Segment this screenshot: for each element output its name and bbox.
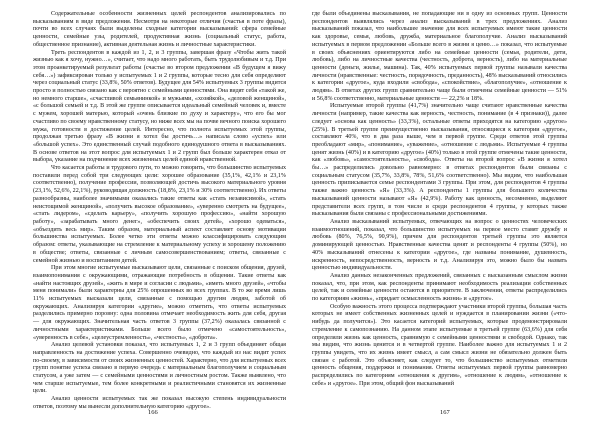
left-paragraph: Что касается работы и трудового пути, то можно говорить, что большинство испытуемых поставили перед собой три следующих цели: хорошее образование (35,1%, 42,1% и 23,1% соответственно), получение профессии, позволяющей достичь высокого материального уровня (23,1%, 52,6%, 22,1%), руководящая должность (18,8%, 23,1% и 30% соответственно). Их ответы разнообразны, наиболее значимыми оказались такие ответы как «стать независимой», «стать неистощимой женщиной», «получить высокое образование», «уверенно смотреть на будущее», «стать лидером», «сделать карьеру», «получить хорошую профессию», «найти хорошую работу», «зарабатывать много денег», «обеспечить своих детей», «хорошо одеваться», «объездить весь мир». Таким образом, материальный аспект составляет основу мотивации большинства испытуемых. Более четко эти ответы можно классифицировать следующим образом: ответы, указывающие на стремление к материальному успеху и хорошему положению в обществе; ответы, связанные с личным самосовершенствованием; ответы, связанные с семейной жизнью и воспитанием детей. (33, 165, 286, 264)
right-paragraph: Особую важность этого процесса подтверждают участники второй группы, большая часть которых не имеет собственных жизненных целей и нуждается в планировании жизни («что-нибудь да получится»). Это касается категорий испытуемых, которые продемонстрировали стремление к самопознанию. На данном этапе испытуемые в третьей группе (63,6%) для себя определяли жизнь как ценность, сравнимую с семейными ценностями и свободой. Однако, так мы видим, что жизнь ценится и в четвертой группе. Наиболее важно для испытуемых 1 и 2 группы увидеть, что их жизнь имеет смысл, а сам смысл жизни не обязательно должен быть связан с работой. Это объясняет, как следует то, что большинство испытуемых отметили ценность общения, поддержки и понимания. Ответы испытуемых первой группы равномерно распределились по категориям «отношения к другим», «отношение к людям», «отношение к себе» и «другое». При этом, общий фон высказываний (312, 303, 567, 387)
right-page (300, 0, 600, 424)
right-paragraph: Испытуемые второй группы (41,7%) значительно чаще считают нравственные качества личности (например, такие качества как верность, честность, понимание (в 4 признаки)), далее следует «основа как ценность» (33,3%), остальные ответы приходятся на категорию «другое» (25%). В третьей группе преимущественно высказывания, относящиеся к категории «другое», составляют 40%, что в два раза выше, чем в первой группе. Среди ответов этой группы преобладают «мир», «понимание», «уважение», «отношение с людьми». Испытуемые 4 группы ценят жизнь (40%) и в категорию «другое» (40%) только в этой группе отмечены такие ценности, как «любовь», «самостоятельность», «свобода». Ответы на второй вопрос «В жизни я хотел бы…» распределились довольно равномерно: в ответах респондентов были связаны с социальным статусом (35,7%, 33,8%, 78%, 51,6% соответственно). Мы видим, что наибольшая ценность приписывается семье респондентами 3 группы. При этом, для респондентов 4 группы также важно ценность «Я» (33,3%). А респонденты 1 группы для большего количества высказываний ценности называют «Я» (42,9%). Работу как ценность, несомненно, выделяют представители всех групп, в том числе и среди респондентов 4 группы, у которых также высказывания были связаны с профессиональными достижениями. (312, 103, 567, 218)
page-number-left: 166 (148, 409, 158, 416)
right-paragraph: Анализ данных незаконченных предложений, связанных с высказанным смыслом жизни показал, что, при этом, как респонденты принимают необходимость реализации собственных целей, так и семейные ценности остаются в приоритете. В заключении, ответы распределились по категориям «жизнь», «придает осмысленность жизни» и «другое». (312, 272, 567, 303)
right-paragraph: Анализ высказываний испытуемых, отвечающих на вопрос о ценностях человеческих взаимоотношений, показал, что большинство испытуемых на первое место ставят дружбу и любовь (80%, 76,5%, 90,9%), причем для респондентов третьей группы это является доминирующей ценностью. Нравственные качества ценят и респонденты 4 группы (50%), но 40% высказываний отнесены к категории «другое», где названы понимание, душевность, искренность, непосредственность, верность и т.д. Анализируя это, можно было бы назвать ценностью индивидуальности. (312, 218, 567, 272)
page-number-right: 167 (440, 409, 450, 416)
right-paragraph: где были объединены высказывания, не попадающие ни в одну из основных групп. Ценности респондентов выявлялись через анализ высказываний в трех предложениях. Анализ высказываний показал, что наибольшее значение для всех испытуемых имеют такие ценности как здоровье, семья, любовь, дружба, материальное благополучие. Анализ высказываний испытуемых в первом предложении «Больше всего в жизни я ценю…» показал, что испытуемые в своих объяснениях ориентируются либо на семейные ценности (семья, родители, дети, любовь), либо на личностные качества (честность, доброта, верность), либо на материальные ценности (деньги, жилье, машина). Так, 40% испытуемых первой группы называли качества личности (нравственные: честность, порядочность, преданность), 48% высказываний относились к категории «другое», куда входили «свобода», «спокойствие», «благополучие», «отношение к людям». В ответах других групп сравнительно чаще были отмечены семейные ценности — 51% и 56,8% соответственно, материальные ценности — 22,2% и 18%. (312, 11, 567, 102)
left-page-text (33, 11, 286, 410)
left-paragraph: Анализ ценности испытуемых так же показал высокую степень индивидуальности ответов, поэтому мы вынесли дополнительную категорию «другое». (33, 396, 286, 410)
right-page-text (312, 11, 567, 403)
left-paragraph: Анализ целевой установки показал, что испытуемых 1, 2 и 3 групп объединяет общая направленность на достижение успеха. Совершенно очевидно, что каждый из нас видит успех по-своему, в зависимости от своих жизненных ценностей. Характерно, что для испытуемых всех групп понятие успеха связано в первую очередь с материальным благополучием и социальным статусом, а уже затем — с семейными ценностями и личностным ростом. Также выявлено, что чем старше испытуемые, тем более конкретными и реалистичными становятся их жизненные цели. (33, 342, 286, 395)
left-paragraph: При этом многие испытуемые высказывают цели, связанные с поиском общения, друзей, взаимопонимания с окружающими, отражающие потребность в общении. Такие ответы как «найти настоящих друзей», «жить в мире и согласии с людьми», «иметь много друзей», «чтобы меня понимали» были характерны для 25% опрошенных во всех группах. В то же время лишь 11% испытуемых высказали цели, связанные с помощью другим людям, заботой об окружающих. Анализируя категории «другие», можно отметить, что ответы испытуемых разделились примерно поровну: одна половина отмечает необходимость жить для себя, другая — для окружающих. Значительная часть ответов 3 группы (37,2%) оказалась связанной с личностными характеристиками. Больше всего было отмечено «самостоятельность», «уверенность в себе», «целеустремленность», «честность», «доброта». (33, 265, 286, 341)
left-paragraph: Содержательные особенности жизненных целей респондентов анализировались по высказываниям в виде предложения. Несмотря на некоторые отличия (счастья в поте фразы), почти во всех случаях были выделены сходные категории высказываний: сфера семейные ценности, семейные узы, родителей, продуктивная жизнь (социальный статус, работа, общественное признание), активная деятельная жизнь и личностные характеристики. (33, 11, 286, 48)
left-paragraph: Треть респондентов в каждой из 1, 2, и 3 группы, завершая фразу «Чтобы жить такой жизнью как я хочу, нужно…», считает, что надо много работать, быть трудолюбивым и т.д. При этом проанкетируемый результат работы (счастье во втором предложении «В будущем я вижу себя…») зафиксирован только у испытуемых 1 и 2 группы, которые тесно для себя определяют через социальный статус (33,8%, 50% ответов). Будущее для 54% испытуемых 3 группы видится просто и полностью связано как с вероятно с семейными ценностями. Она видят себя «такой же, но немного старше», «счастливой семьянинкой» и мужьями, «хозяйкой», «деловой женщиной», «с большой семьей и т.д. В этой же группе описывается идеальный семейный человек и, вместе с мужем, хорошей матерью, который «очень близкие по духу и характеру», что его бы мог счастливо по своему нравственному статусу, но ниже всех мы на почве вечного поиска хорошего мужа, готовности в достижение целей. Интересно, что полнота испытуемых этой группы, продолжая третью фразу «В жизни я хотел бы достичь…» написала слово «успех» или «большой успех». Это единственный случай подобного единодушного ответа в высказываниях. В основе ответов на этот вопрос для испытуемых 1 и 2 групп был больше характерен отказ от выбора, указание на подчинение всех жизненных целей единой нравственной. (33, 49, 286, 164)
